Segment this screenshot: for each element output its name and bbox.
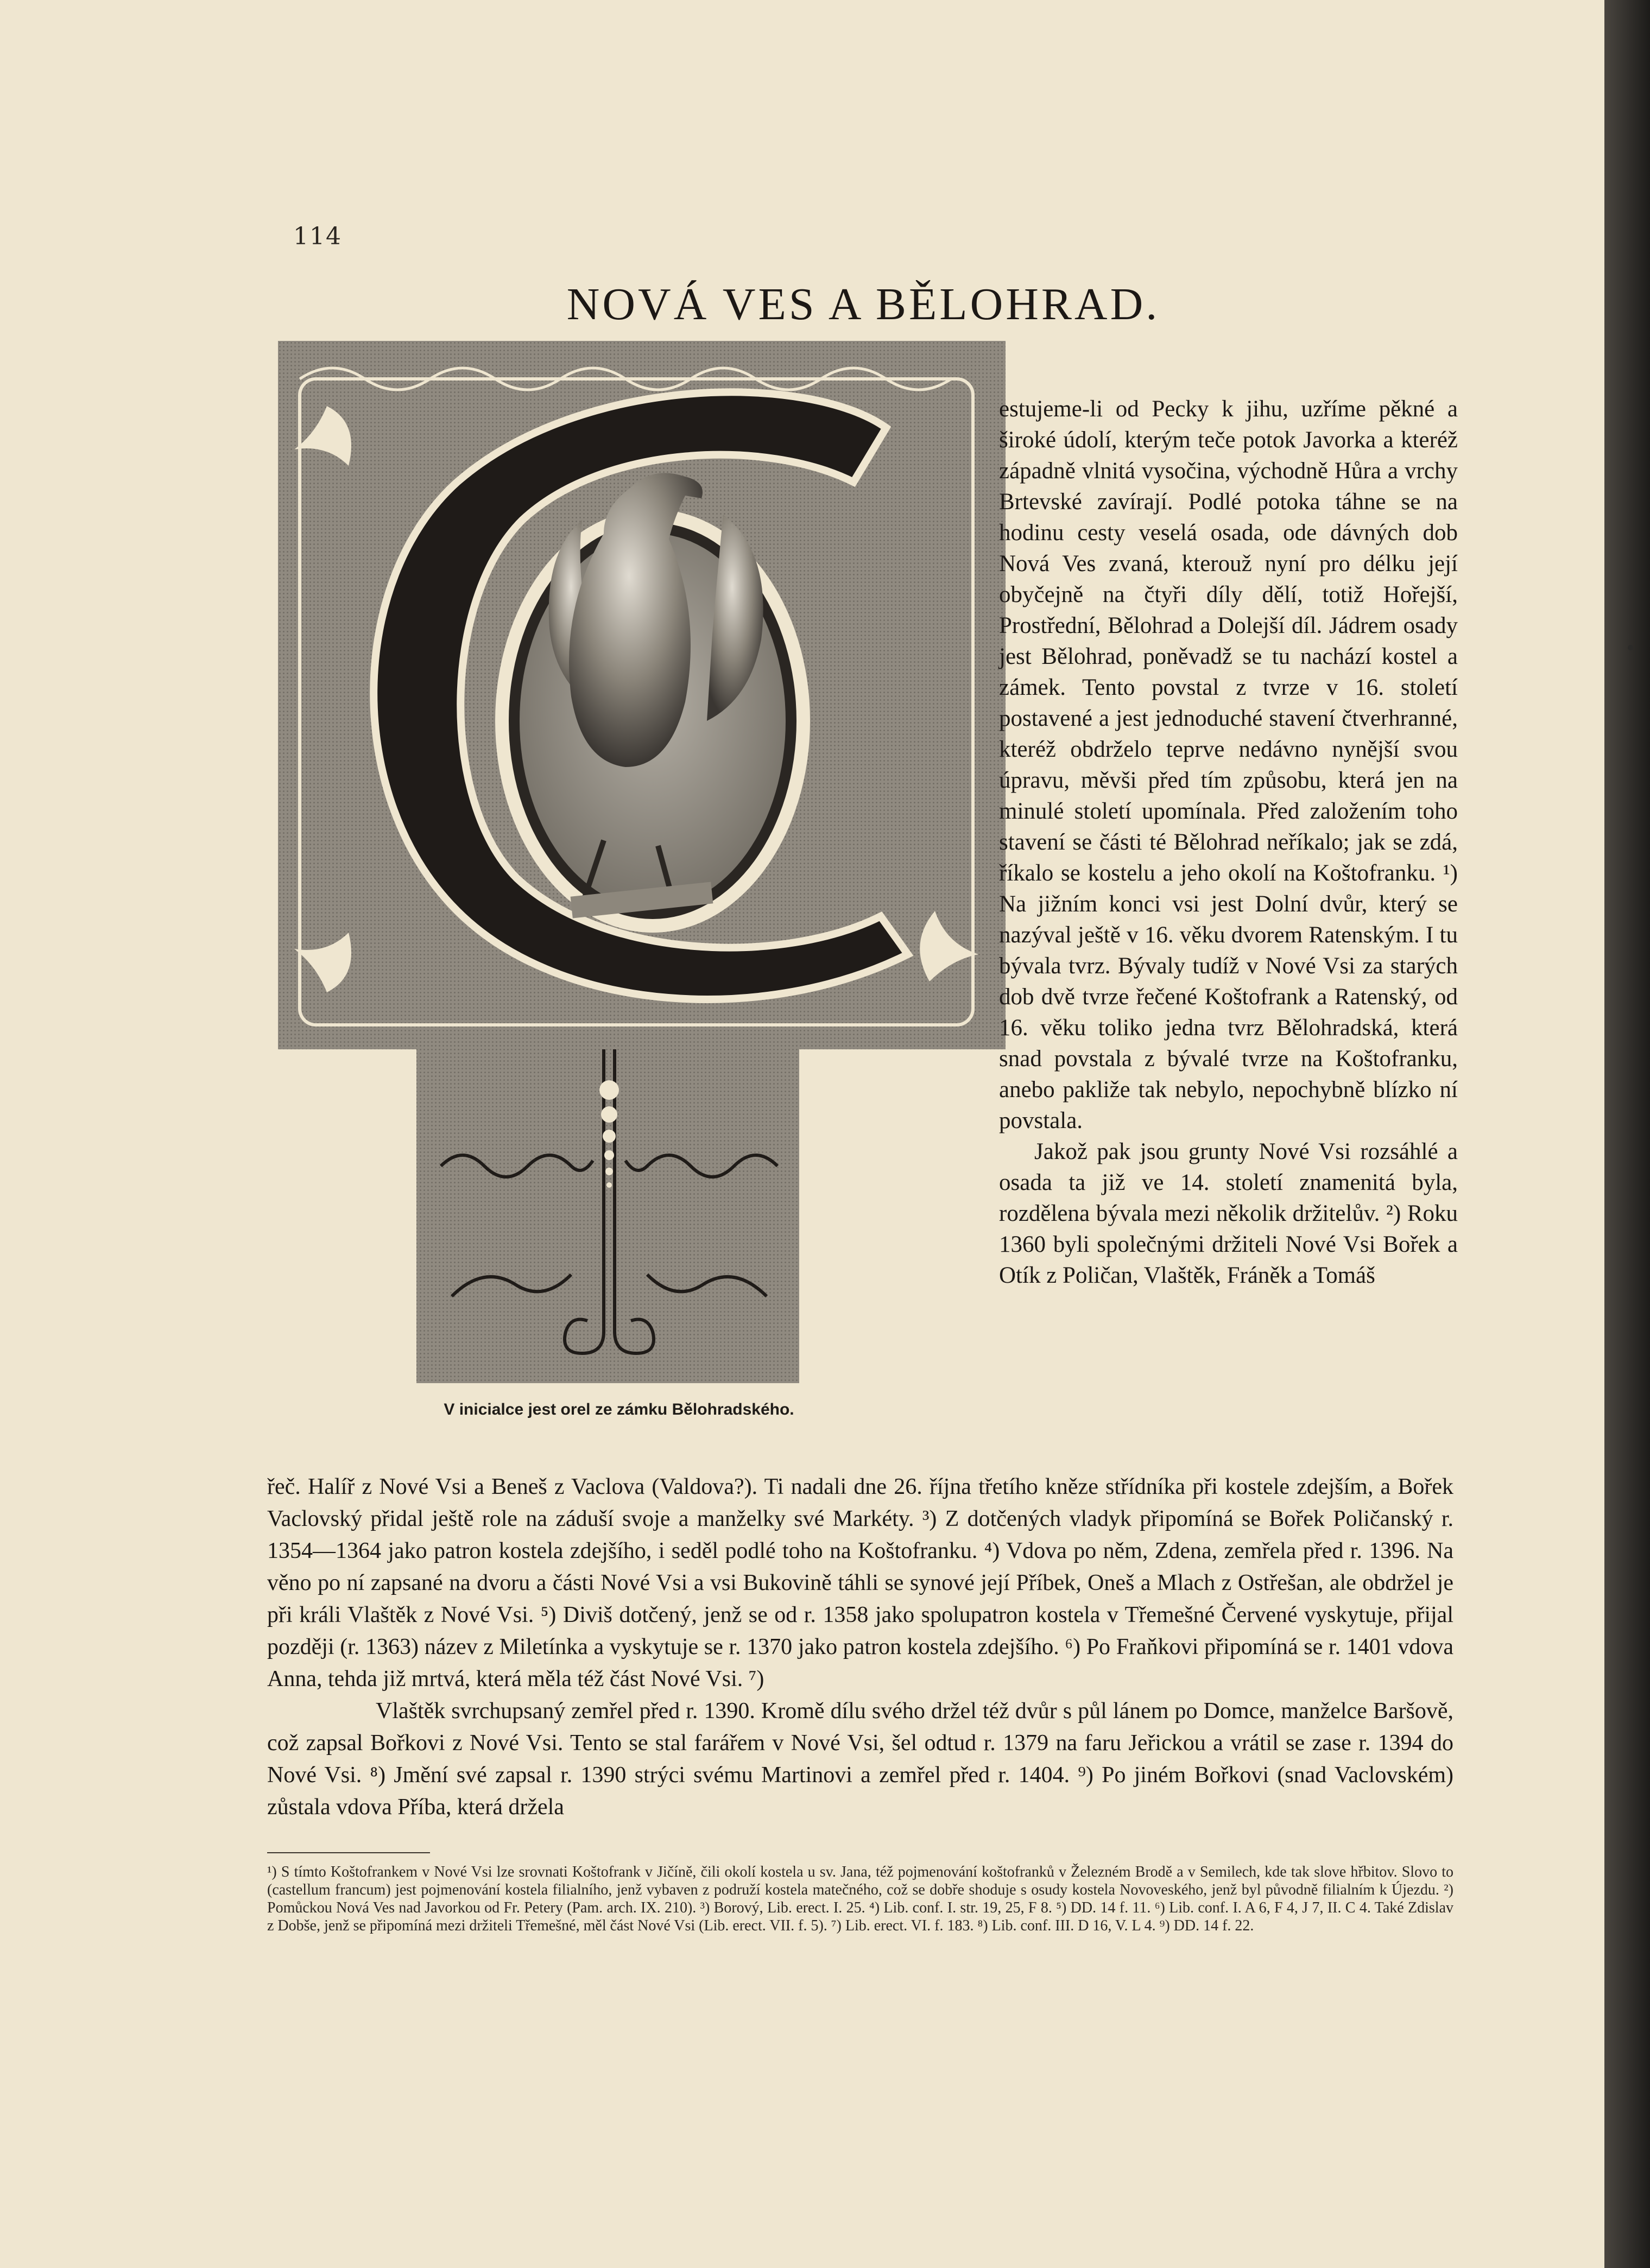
illustration-caption: V inicialce jest orel ze zámku Bělohradského. (444, 1401, 794, 1418)
footnote-text: ¹) S tímto Koštofrankem v Nové Vsi lze srovnati Koštofrank v Jičíně, čili okolí kostela u sv. Jana, též pojmenování koštofranků v Železném Brodě a v Semilech, kde tak slove hřbitov. Slovo to (castellum francum) jest pojmenování kostela filialního, jenž vybaven z podruží kostela matečného, což se dobře shoduje s osudy kostela Novoveského, jenž byl původně filialním k Újezdu. ²) Pomůckou Nová Ves nad Javorkou od Fr. Petery (Pam. arch. IX. 210). ³) Borový, Lib. erect. I. 25. ⁴) Lib. conf. I. str. 19, 25, F 8. ⁵) DD. 14 f. 11. ⁶) Lib. conf. I. A 6, F 4, J 7, II. C 4. Také Zdislav z Dobše, jenž se připomíná mezi držiteli Třemešné, měl část Nové Vsi (Lib. erect. VII. f. 5). ⁷) Lib. erect. VI. f. 183. ⁸) Lib. conf. III. D 16, V. L 4. ⁹) DD. 14 f. 22. (267, 1864, 1453, 1934)
page-number: 114 (293, 223, 342, 250)
text-full-width (267, 1471, 1453, 1823)
paragraph: řeč. Halíř z Nové Vsi a Beneš z Vaclova (Valdova?). Ti nadali dne 26. října třetího kněze střídníka při kostele zdejším, a Bořek Vaclovský přidal ještě role na záduší svoje a manželky své Markéty. ³) Z dotčených vladyk připomíná se Bořek Poličanský r. 1354—1364 jako patron kostela zdejšího, i seděl podlé toho na Koštofranku. ⁴) Vdova po něm, Zdena, zemřela před r. 1396. Na věno po ní zapsané na dvoru a části Nové Vsi a vsi Bukovině táhli se synové její Příbek, Oneš a Mlach z Ostřešan, ale obdržel je při králi Vlaštěk z Nové Vsi. ⁵) Diviš dotčený, jenž se od r. 1358 jako spolupatron kostela v Třemešné Červené vyskytuje, přijal později (r. 1363) název z Miletínka a vyskytuje se r. 1370 jako patron kostela zdejšího. ⁶) Po Fraňkovi připomíná se r. 1401 vdova Anna, tehda již mrtvá, která měla též část Nové Vsi. ⁷) (267, 1474, 1453, 1692)
paragraph: Jakož pak jsou grunty Nové Vsi rozsáhlé a osada ta již ve 14. století znamenitá byla, rozdělena bývala mezi několik držitelův. ²) Roku 1360 byli společnými držiteli Nové Vsi Bořek a Otík z Poličan, Vlaštěk, Fráněk a Tomáš (999, 1139, 1458, 1288)
footnotes (267, 1863, 1453, 1935)
book-spine-shadow (1604, 0, 1650, 2268)
gutter-mark (1628, 645, 1633, 650)
text-column-right (999, 394, 1458, 1291)
paragraph: estujeme-li od Pecky k jihu, uzříme pěkné a široké údolí, kterým teče potok Javorka a kteréž západně vlnitá vysočina, východně Hůra a vrchy Brtevské zavírají. Podlé potoka táhne se na hodinu cesty veselá osada, ode dávných dob Nová Ves zvaná, kterouž nyní pro délku její obyčejně na čtyři díly dělí, totiž Hořejší, Prostřední, Bělohrad a Dolejší díl. Jádrem osady jest Bělohrad, poněvadž se tu nachází kostel a zámek. Tento povstal z tvrze v 16. století postavené a jest jednoduché stavení čtverhranné, kteréž obdrželo teprve nedávno nynější svou úpravu, měvši před tím způsobu, která jen na minulé století upomínala. Před založením toho stavení se části té Bělohrad neříkalo; jak se zdá, říkalo se kostelu a jeho okolí na Koštofranku. ¹) Na jižním konci vsi jest Dolní dvůr, který se nazýval ještě v 16. věku dvorem Ratenským. I tu bývala tvrz. Bývaly tudíž v Nové Vsi za starých dob dvě tvrze řečené Koštofrank a Ratenský, od 16. věku toliko jedna tvrz Bělohradská, která snad povstala z bývalé tvrze na Koštofranku, anebo pakliže tak nebylo, nepochybně blízko ní povstala. (999, 396, 1458, 1133)
initial-plate (278, 341, 1006, 1383)
paragraph: Vlaštěk svrchupsaný zemřel před r. 1390. Kromě dílu svého držel též dvůr s půl lánem po Domce, manželce Baršově, což zapsal Bořkovi z Nové Vsi. Tento se stal farářem v Nové Vsi, šel odtud r. 1379 na faru Jeřickou a vrátil se zase r. 1394 do Nové Vsi. ⁸) Jmění své zapsal r. 1390 strýci svému Martinovi a zemřel před r. 1404. ⁹) Po jiném Bořkovi (snad Vaclovském) zůstala vdova Příba, která držela (267, 1699, 1453, 1820)
chapter-title: NOVÁ VES A BĚLOHRAD. (566, 279, 1160, 330)
footnote-divider (267, 1852, 430, 1853)
